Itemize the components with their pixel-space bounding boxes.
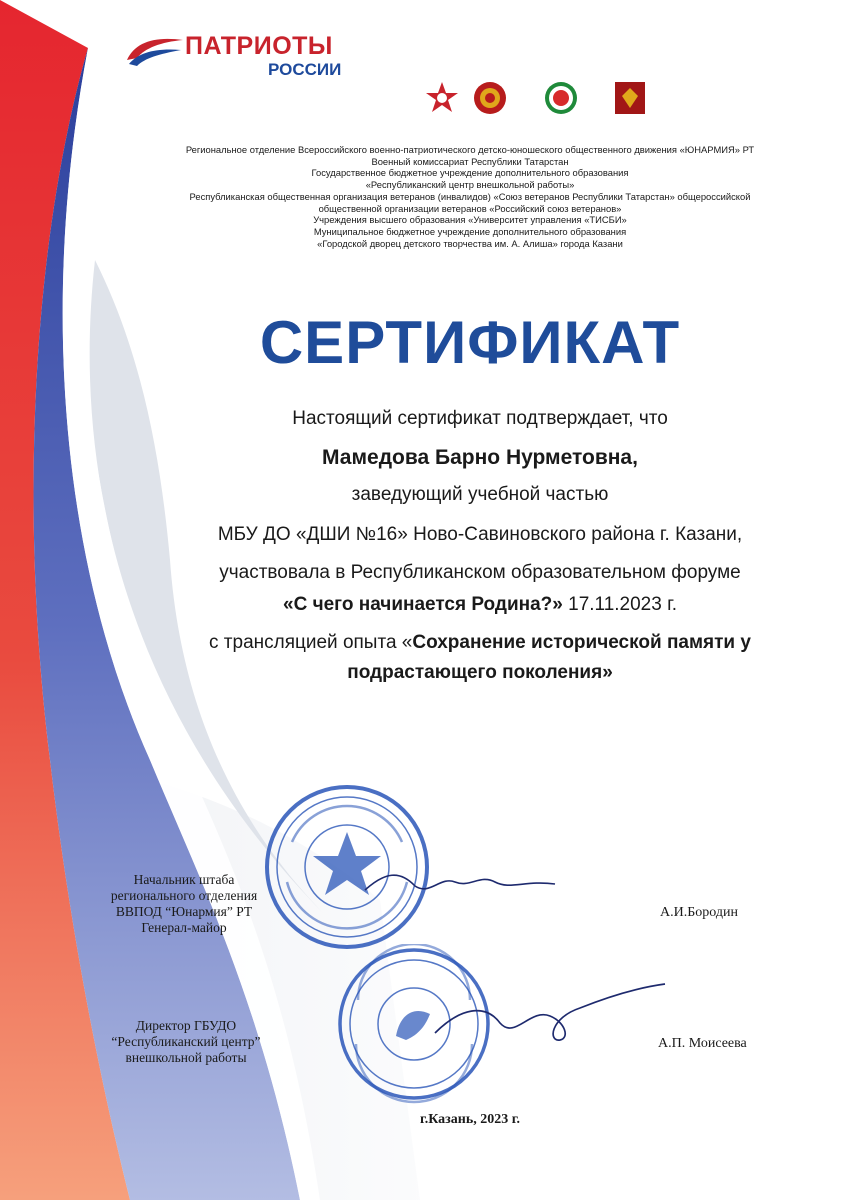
signatory-title-line: Генерал-майор	[141, 920, 227, 935]
topic-title-part-2: подрастающего поколения»	[347, 662, 613, 683]
topic-title-part-1: Сохранение исторической памяти у	[412, 632, 751, 653]
forum-name: «С чего начинается Родина?»	[283, 594, 563, 615]
organization-line: общественной организации ветеранов «Российский союз ветеранов»	[318, 202, 622, 214]
organization-line: Государственное бюджетное учреждение дополнительного образования	[311, 167, 629, 179]
signatory-1-title	[98, 872, 270, 936]
organization-line: Региональное отделение Всероссийского военно-патриотического детско-юношеского общественного движения «ЮНАРМИЯ» РТ	[185, 144, 755, 155]
organization-line: Муниципальное бюджетное учреждение дополнительного образования	[313, 225, 627, 237]
signatory-title-line: внешкольной работы	[125, 1050, 247, 1065]
logo-main-text: ПАТРИОТЫ	[185, 32, 333, 60]
signatory-1-name: А.И.Бородин	[660, 905, 738, 920]
signature-borodin-icon	[360, 862, 560, 902]
signature-moiseeva-icon	[430, 978, 670, 1048]
forum-line	[120, 594, 840, 616]
tatarstan-emblem-icon	[543, 80, 579, 116]
signatory-2-title	[100, 1018, 272, 1066]
organization-line: «Республиканский центр внешкольной работы»	[365, 179, 575, 191]
patriots-of-russia-logo	[125, 28, 365, 88]
military-commissariat-emblem-icon	[612, 80, 648, 116]
organization-line: Республиканская общественная организация ветеранов (инвалидов) «Союз ветеранов Республики Татарстан» общероссийской	[189, 190, 751, 202]
organization-line: Военный комиссариат Республики Татарстан	[371, 155, 569, 167]
recipient-name: Мамедова Барно Нурметовна,	[322, 446, 638, 469]
signatory-title-line: Начальник штаба	[133, 872, 235, 887]
forum-date: 17.11.2023 г.	[562, 594, 677, 615]
logo-swoosh-icon	[125, 34, 187, 72]
school-name: МБУ ДО «ДШИ №16» Ново-Савиновского района г. Казани,	[217, 524, 743, 545]
signatory-title-line: Директор ГБУДО	[135, 1018, 237, 1033]
signatory-title-line: “Республиканский центр”	[111, 1034, 261, 1049]
participation-text: участвовала в Республиканском образовательном форуме	[219, 562, 741, 583]
yunarmiya-star-emblem-icon	[424, 80, 460, 116]
place-and-year: г.Казань, 2023 г.	[419, 1112, 521, 1127]
topic-prefix: с трансляцией опыта «	[209, 632, 413, 653]
signatory-title-line: регионального отделения	[110, 888, 258, 903]
certificate-title: СЕРТИФИКАТ	[259, 309, 681, 376]
signatory-2-name: А.П. Моисеева	[658, 1036, 747, 1051]
coat-of-arms-emblem-icon	[472, 80, 508, 116]
logo-sub-text: РОССИИ	[268, 60, 342, 79]
organization-line: Учреждения высшего образования «Университет управления «ТИСБИ»	[313, 214, 627, 226]
intro-text: Настоящий сертификат подтверждает, что	[292, 408, 668, 429]
organizations-list	[120, 144, 820, 249]
signatory-title-line: ВВПОД “Юнармия” РТ	[115, 904, 253, 919]
organization-line: «Городской дворец детского творчества им. А. Алиша» города Казани	[317, 237, 623, 249]
topic-line-1	[120, 632, 840, 654]
recipient-position: заведующий учебной частью	[351, 484, 609, 505]
